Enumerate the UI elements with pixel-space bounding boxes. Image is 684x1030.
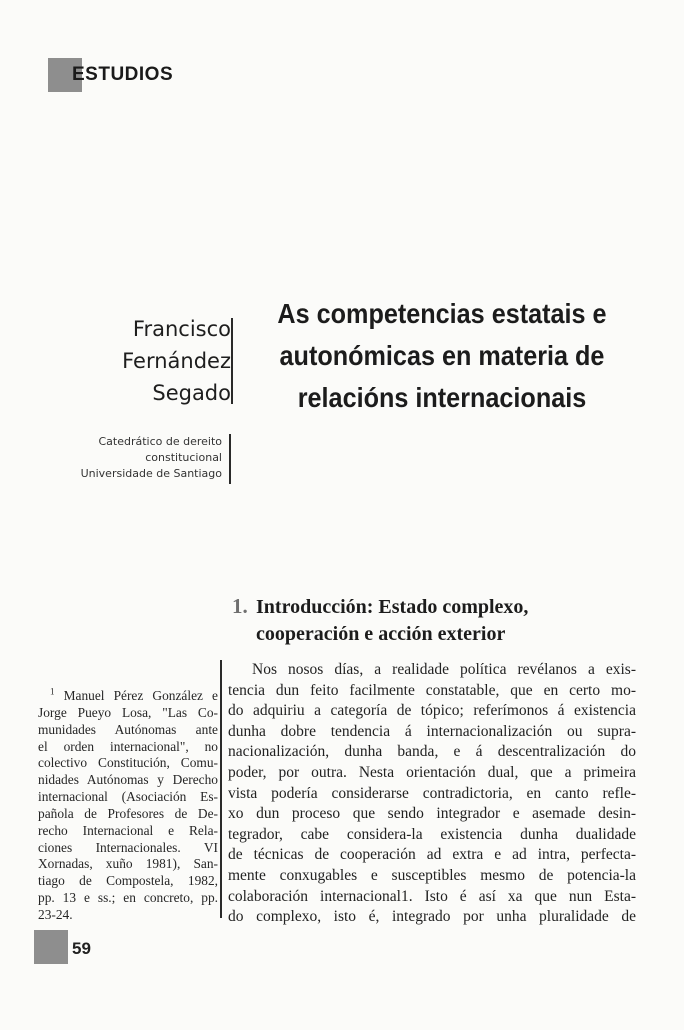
body-line: xo dun proceso que sendo integrador e asemade desin- xyxy=(228,805,636,823)
section-header xyxy=(48,58,248,92)
footnote xyxy=(38,688,218,924)
footnote-line: tiago de Compostela, 1982, xyxy=(38,873,218,889)
affiliation-divider xyxy=(229,434,231,484)
footnote-line: ciones Internacionales. VI xyxy=(38,839,218,855)
body-line: colaboración internacional1. Isto é así xa que nun Esta- xyxy=(228,887,636,905)
footnote-line: el orden internacional", no xyxy=(38,738,218,754)
body-line: poder, por outra. Nesta orientación dual, que a primeira xyxy=(228,763,636,781)
body-line: do adquiriu a categoría de tópico; referímonos á existencia xyxy=(228,702,636,720)
section-heading-line: cooperación e acción exterior xyxy=(256,623,506,645)
author-line: Segado xyxy=(152,381,231,405)
affiliation-line: Catedrático de dereito xyxy=(98,435,222,448)
footnote-line: nidades Autónomas y Derecho xyxy=(38,772,218,788)
title-line: autonómicas en materia de xyxy=(279,340,605,371)
footnote-marker: 1 xyxy=(50,686,55,697)
affiliation-line: constitucional xyxy=(145,451,222,464)
article-title xyxy=(246,293,638,419)
section-heading xyxy=(232,594,642,648)
body-line: do complexo, isto é, integrado por unha pluralidade de xyxy=(228,908,636,926)
body-line: Nos nosos días, a realidade política revélanos a exis- xyxy=(252,661,636,678)
author-line: Fernández xyxy=(122,349,231,373)
title-line: relacións internacionais xyxy=(297,382,587,413)
footnote-line: Xornadas, xuño 1981), San- xyxy=(38,856,218,872)
section-heading-line: Introducción: Estado complexo, xyxy=(256,596,529,618)
title-line: As competencias estatais e xyxy=(277,298,607,329)
body-line: tencia dun feito facilmente constatable, que en certo mo- xyxy=(228,681,636,699)
footnote-line: munidades Autónomas ante xyxy=(38,721,218,737)
body-line: de técnicas de cooperación ad extra e ad intra, perfecta- xyxy=(228,846,636,864)
author-divider xyxy=(231,318,233,404)
section-label: ESTUDIOS xyxy=(72,64,174,85)
footnote-line: pañola de Profesores de De- xyxy=(38,805,218,821)
footnote-line: Jorge Pueyo Losa, "Las Co- xyxy=(38,704,218,720)
body-line: vista podería considerarse contradictoria, en canto refle- xyxy=(228,784,636,802)
footnote-line: internacional (Asociación Es- xyxy=(38,789,218,805)
author-affiliation xyxy=(81,434,222,482)
page-number: 59 xyxy=(72,939,91,958)
body-line: tegrador, cabe considera-la existencia dunha dualidade xyxy=(228,825,636,843)
body-line: dunha dobre tendencia á internacionalización ou supra- xyxy=(228,722,636,740)
footnote-line: recho Internacional e Rela- xyxy=(38,822,218,838)
body-line: nacionalización, dunha banda, e á descentralización do xyxy=(228,743,636,761)
body-divider xyxy=(220,660,222,918)
footnote-line xyxy=(38,688,218,705)
page-number-block xyxy=(34,930,68,964)
footnote-line: colectivo Constitución, Comu- xyxy=(38,755,218,771)
affiliation-line: Universidade de Santiago xyxy=(80,467,222,480)
author-name xyxy=(122,313,231,409)
footnote-text: Manuel Pérez González e xyxy=(63,688,218,703)
section-number: 1. xyxy=(232,594,248,618)
body-text xyxy=(228,660,636,928)
footnote-line: 23-24. xyxy=(38,906,73,922)
body-line: mente conxugables e susceptibles mesmo de potencia-la xyxy=(228,866,636,884)
footnote-line: pp. 13 e ss.; en concreto, pp. xyxy=(38,890,218,906)
author-line: Francisco xyxy=(132,317,231,341)
